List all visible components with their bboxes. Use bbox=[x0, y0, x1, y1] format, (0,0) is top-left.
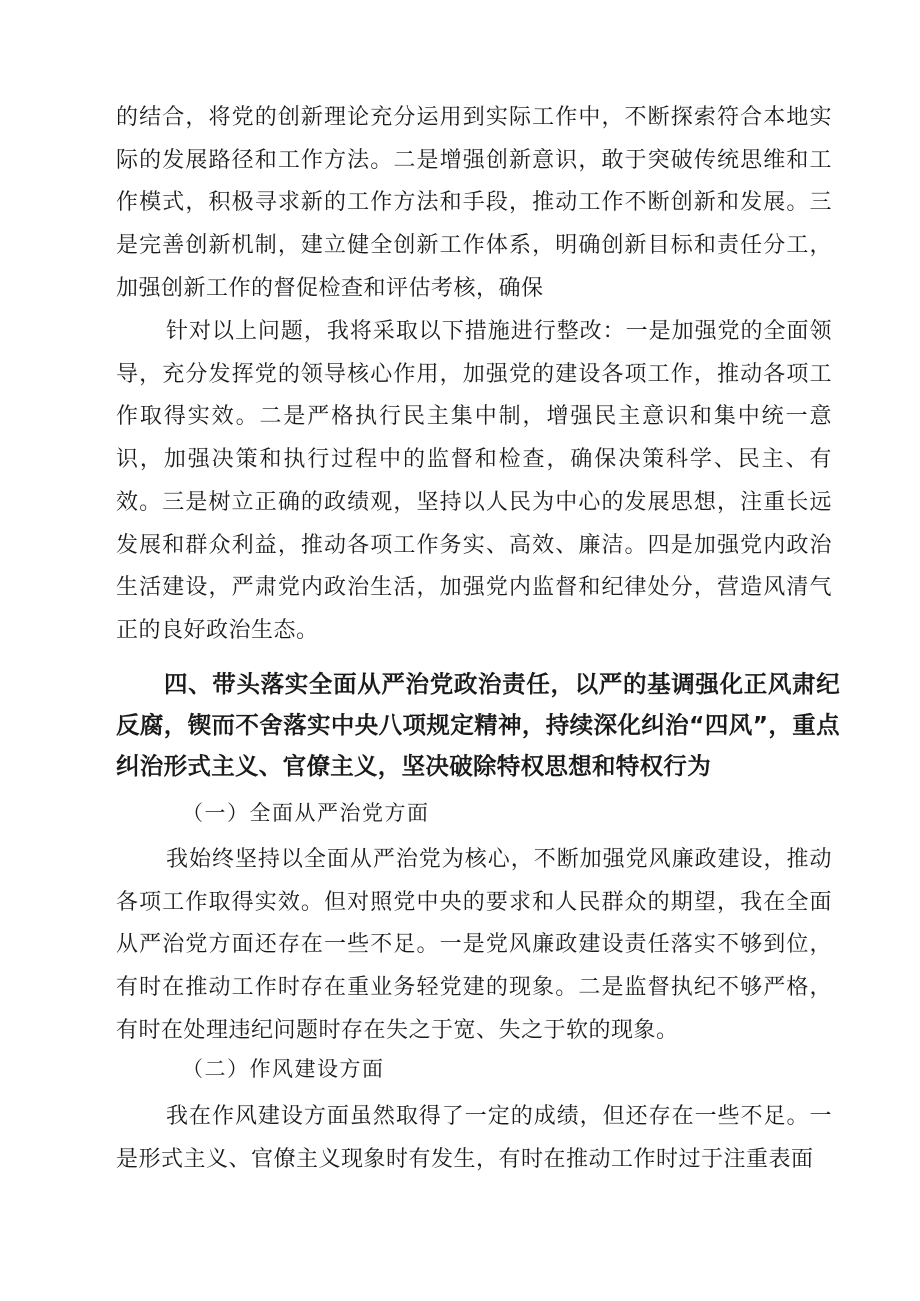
paragraph-work-style: 我在作风建设方面虽然取得了一定的成绩，但还存在一些不足。一是形式主义、官僚主义现象时有发生，有时在推动工作时过于注重表面 bbox=[116, 1104, 832, 1172]
paragraph-innovation-continued: 的结合，将党的创新理论充分运用到实际工作中，不断探索符合本地实际的发展路径和工作方法。二是增强创新意识，敢于突破传统思维和工作模式，积极寻求新的工作方法和手段，推动工作不断创新和发展。三是完善创新机制，建立健全创新工作体系，明确创新目标和责任分工，加强创新工作的督促检查和评估考核，确保 bbox=[116, 105, 832, 301]
subheading-party-discipline: （一）全面从严治党方面 bbox=[182, 801, 430, 825]
paragraph-rectification-measures: 针对以上问题，我将采取以下措施进行整改：一是加强党的全面领导，充分发挥党的领导核心作用，加强党的建设各项工作，推动各项工作取得实效。二是严格执行民主集中制，增强民主意识和集中统一意识，加强决策和执行过程中的监督和检查，确保决策科学、民主、有效。三是树立正确的政绩观，坚持以人民为中心的发展思想，注重长远发展和群众利益，推动各项工作务实、高效、廉洁。四是加强党内政治生活建设，严肃党内政治生活，加强党内监督和纪律处分，营造风清气正的良好政治生态。 bbox=[116, 319, 832, 643]
paragraph-party-discipline: 我始终坚持以全面从严治党为核心，不断加强党风廉政建设，推动各项工作取得实效。但对照党中央的要求和人民群众的期望，我在全面从严治党方面还存在一些不足。一是党风廉政建设责任落实不够到位，有时在推动工作时存在重业务轻党建的现象。二是监督执纪不够严格，有时在处理违纪问题时存在失之于宽、失之于软的现象。 bbox=[116, 847, 832, 1043]
subheading-work-style: （二）作风建设方面 bbox=[182, 1057, 385, 1081]
section-heading-four: 四、带头落实全面从严治党政治责任，以严的基调强化正风肃纪反腐，锲而不舍落实中央八项规定精神，持续深化纠治“四风”，重点纠治形式主义、官僚主义，坚决破除特权思想和特权行为 bbox=[116, 670, 840, 780]
